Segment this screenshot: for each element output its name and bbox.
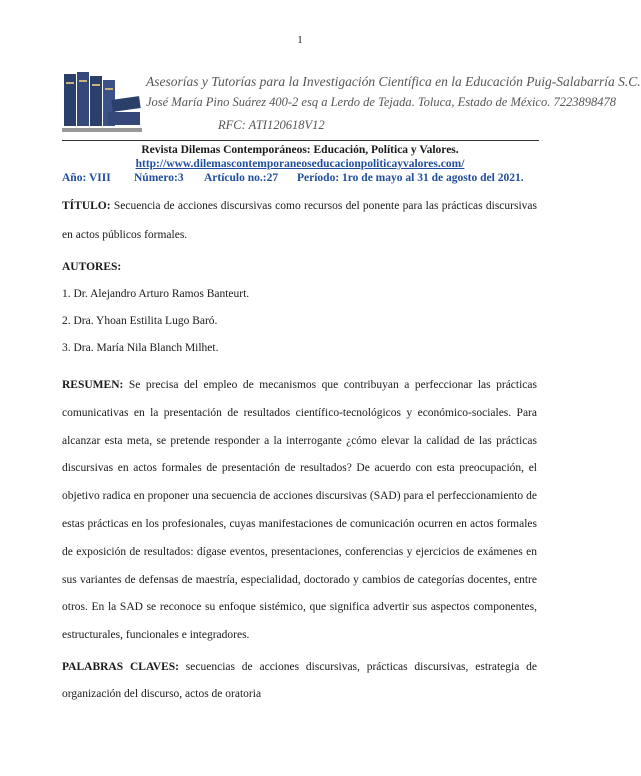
title-paragraph: [62, 192, 537, 250]
journal-url-line: [0, 158, 600, 170]
institution-header: [146, 72, 641, 135]
meta-numero: Número:3: [134, 172, 184, 184]
keywords-label: PALABRAS CLAVES:: [62, 661, 179, 673]
header-rfc: RFC: ATI120618V12: [218, 118, 325, 132]
meta-anio: Año: VIII: [62, 172, 111, 184]
books-logo: [62, 70, 142, 140]
header-line-1: Asesorías y Tutorías para la Investigación Científica en la Educación Puig-Salabarría S.C.: [146, 74, 641, 89]
abstract-text: Se precisa del empleo de mecanismos que contribuyan a perfeccionar las prácticas comunicativas en la presentación de resultados científico-tecnológicos y económico-sociales. Para alcanzar esta meta, se pretende responder a la interrogante ¿cómo elevar la calidad de las prácticas discursivas en actos formales de presentación de resultados? De acuerdo con esta preocupación, el objetivo radica en proponer una secuencia de acciones discursivas (SAD) para el perfeccionamiento de estas prácticas en los profesionales, cuyas manifestaciones de comunicación ocurren en actos formales de exposición de resultados: dígase eventos, presentaciones, conferencias y ejercicios de exámenes en sus variantes de defensas de maestría, especialidad, doctorado y cambios de categorías docentes, entre otros. En la SAD se reconoce su enfoque sistémico, que significa advertir sus aspectos componentes, estructurales, funcionales e integradores.: [62, 379, 537, 642]
header-divider: [62, 140, 539, 141]
journal-url-link[interactable]: http://www.dilemascontemporaneoseducacionpoliticayvalores.com/: [135, 158, 465, 170]
keywords-text: secuencias de acciones discursivas, prácticas discursivas, estrategia de organización del discurso, actos de oratoria: [62, 661, 537, 700]
abstract-paragraph: [62, 372, 537, 650]
header-line-2: José María Pino Suárez 400-2 esq a Lerdo de Tejada. Toluca, Estado de México. 7223898478: [146, 95, 616, 109]
meta-periodo: Período: 1ro de mayo al 31 de agosto del 2021.: [297, 172, 524, 184]
author-item: 2. Dra. Yhoan Estilita Lugo Baró.: [62, 315, 218, 327]
abstract-label: RESUMEN:: [62, 379, 124, 391]
authors-heading: AUTORES:: [62, 261, 122, 273]
title-text: Secuencia de acciones discursivas como recursos del ponente para las prácticas discursivas en actos públicos formales.: [62, 200, 537, 241]
meta-articulo: Artículo no.:27: [204, 172, 279, 184]
journal-name: Revista Dilemas Contemporáneos: Educación, Política y Valores.: [141, 144, 459, 156]
page-number: 1: [297, 34, 303, 46]
author-item: 1. Dr. Alejandro Arturo Ramos Banteurt.: [62, 288, 250, 300]
keywords-paragraph: [62, 654, 537, 708]
title-label: TÍTULO:: [62, 200, 111, 212]
author-item: 3. Dra. María Nila Blanch Milhet.: [62, 342, 219, 354]
